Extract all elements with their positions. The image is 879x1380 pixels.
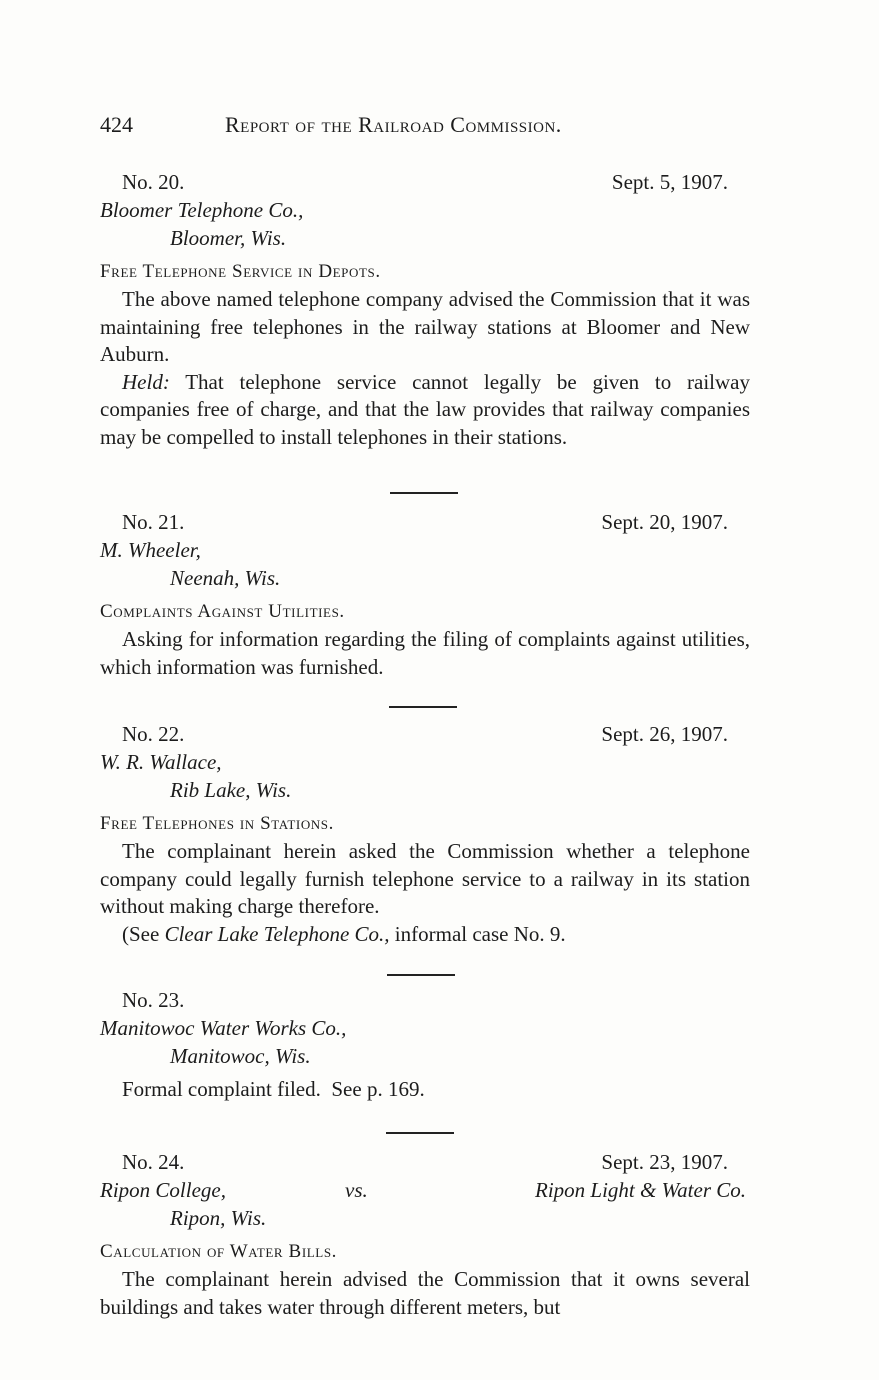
section-divider [387,974,455,976]
case-party: M. Wheeler, [100,538,201,562]
case-party: Bloomer Telephone Co., [100,198,304,222]
case-paragraph: The above named telephone company advised the Commission that it was maintaining free telephones in the railway stations at Bloomer and New Auburn. [100,287,750,366]
section-divider [386,1132,454,1134]
case-party: Manitowoc Water Works Co., [100,1016,347,1040]
page-header [100,112,750,142]
case-22 [100,720,750,948]
versus-label: vs. [345,1178,368,1202]
case-place: Ripon, Wis. [170,1206,267,1230]
case-reference [100,921,750,949]
section-divider [390,492,458,494]
case-heading: Calculation of Water Bills. [100,1241,338,1262]
section-divider [389,706,457,708]
case-number: No. 20. [122,170,185,194]
case-24 [100,1148,750,1321]
case-defendant: Ripon Light & Water Co. [535,1178,746,1202]
case-date: Sept. 23, 1907. [601,1150,728,1174]
case-place: Manitowoc, Wis. [170,1044,311,1068]
case-party: W. R. Wallace, [100,750,222,774]
case-paragraph: The complainant herein advised the Commission that it owns several buildings and takes water through different meters, but [100,1267,750,1319]
case-paragraph: Formal complaint filed. See p. 169. [122,1077,425,1101]
case-place: Bloomer, Wis. [170,226,287,250]
case-23 [100,986,750,1104]
case-paragraph: The complainant herein asked the Commission whether a telephone company could legally furnish telephone service to a railway in its station without making charge therefore. [100,839,750,918]
case-place: Neenah, Wis. [170,566,281,590]
held-label: Held: [122,369,170,394]
case-paragraph: Asking for information regarding the filing of complaints against utilities, which information was furnished. [100,627,750,679]
case-heading: Free Telephones in Stations. [100,813,334,834]
case-20 [100,168,750,451]
case-place: Rib Lake, Wis. [170,778,292,802]
reference-case-name: Clear Lake Telephone Co., [164,921,390,946]
case-number: No. 22. [122,722,185,746]
case-holding [100,369,750,452]
case-date: Sept. 26, 1907. [601,722,728,746]
held-text: That telephone service cannot legally be given to railway companies free of charge, and that the law provides that railway companies may be compelled to install telephones in their stations. [100,369,750,449]
case-party: Ripon College, [100,1178,226,1202]
case-date: Sept. 5, 1907. [611,170,728,194]
page-number: 424 [100,112,133,137]
case-21 [100,508,750,681]
reference-prefix: (See [122,921,165,946]
running-title: Report of the Railroad Commission. [225,112,562,137]
case-number: No. 23. [122,988,185,1012]
case-heading: Complaints Against Utilities. [100,601,345,622]
case-heading: Free Telephone Service in Depots. [100,261,381,282]
case-number: No. 24. [122,1150,185,1174]
case-date: Sept. 20, 1907. [601,510,728,534]
reference-suffix: informal case No. 9. [389,921,566,946]
case-number: No. 21. [122,510,185,534]
